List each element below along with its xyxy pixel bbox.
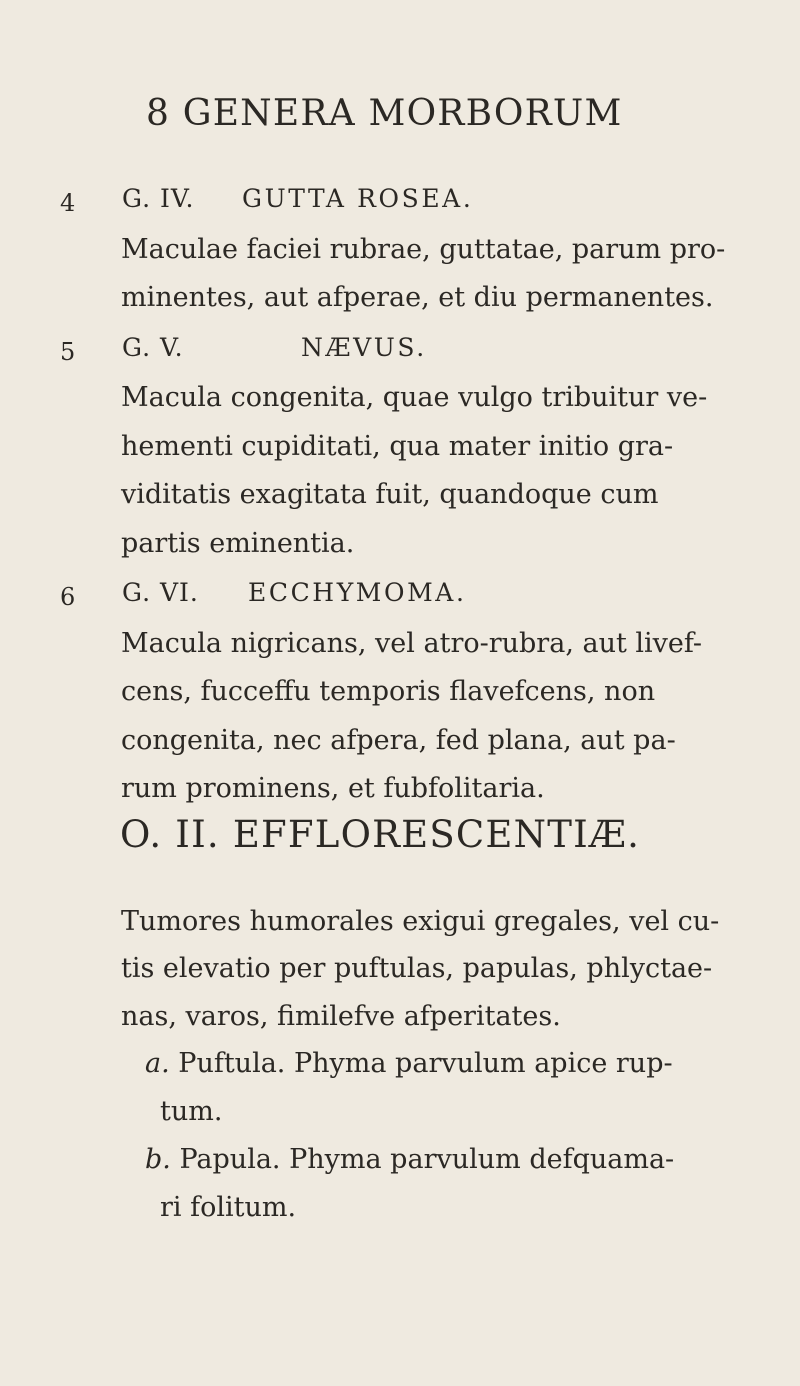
description-line: cens, fucceffu temporis flavefcens, non — [121, 676, 656, 707]
subtype-line: ri folitum. — [160, 1192, 297, 1223]
description-line: Maculae faciei rubrae, guttatae, parum pro- — [121, 234, 726, 265]
description-line: nas, varos, fimilefve afperitates. — [121, 1001, 561, 1032]
genus-name: ECCHYMOMA. — [248, 578, 467, 607]
description-line: partis eminentia. — [121, 528, 355, 559]
genus-heading — [122, 184, 474, 213]
order-heading: O. II. EFFLORESCENTIÆ. — [120, 813, 641, 856]
genus-name: GUTTA ROSEA. — [242, 184, 474, 213]
subtype-line: tum. — [160, 1096, 223, 1127]
description-line: tis elevatio per puftulas, papulas, phlyctae- — [121, 953, 713, 984]
genus-heading — [122, 333, 427, 362]
subtype-text: Papula. Phyma parvulum defquama- — [179, 1144, 675, 1175]
description-line: minentes, aut afperae, et diu permanentes. — [121, 282, 714, 313]
description-line: rum prominens, et fubfolitaria. — [121, 773, 545, 804]
description-line: viditatis exagitata fuit, quandoque cum — [121, 479, 659, 510]
margin-number: 4 — [60, 189, 76, 217]
description-line: Macula nigricans, vel atro-rubra, aut livef- — [121, 628, 703, 659]
genus-name: NÆVUS. — [301, 333, 427, 362]
subtype-letter: b. — [145, 1144, 171, 1175]
margin-number: 5 — [60, 338, 76, 366]
genus-heading — [122, 578, 467, 607]
running-head: 8 GENERA MORBORUM — [146, 93, 623, 134]
subtype-letter: a. — [145, 1048, 170, 1079]
genus-code: G. VI. — [122, 578, 199, 607]
genus-code: G. V. — [122, 333, 184, 362]
description-line: Tumores humorales exigui gregales, vel cu- — [121, 906, 720, 937]
subtype-line — [145, 1146, 674, 1173]
description-line: congenita, nec afpera, fed plana, aut pa- — [121, 725, 676, 756]
genus-code: G. IV. — [122, 184, 195, 213]
description-line: Macula congenita, quae vulgo tribuitur ve- — [121, 382, 708, 413]
subtype-text: Puftula. Phyma parvulum apice rup- — [178, 1048, 673, 1079]
description-line: hementi cupiditati, qua mater initio gra- — [121, 431, 674, 462]
subtype-line — [145, 1050, 673, 1077]
margin-number: 6 — [60, 583, 76, 611]
